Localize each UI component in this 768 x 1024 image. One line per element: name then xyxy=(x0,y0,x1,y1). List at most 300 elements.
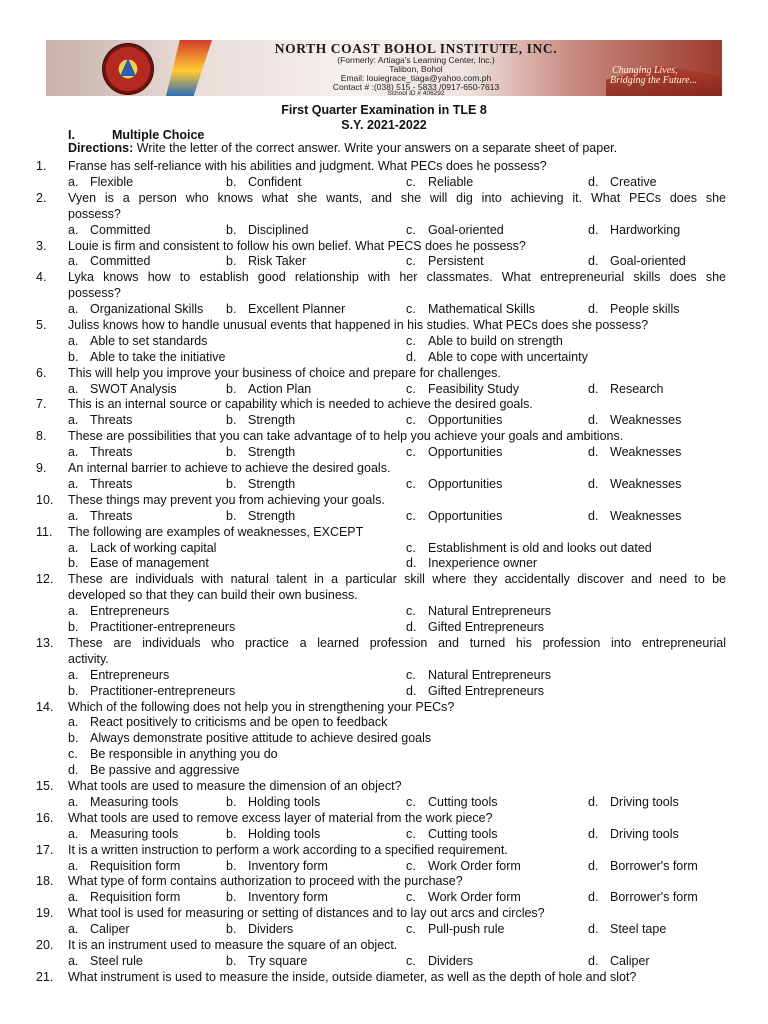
option-letter: b. xyxy=(226,254,237,269)
option-letter: b. xyxy=(68,731,79,746)
answer-option xyxy=(226,254,306,270)
answer-option xyxy=(588,827,679,843)
question-item xyxy=(36,700,726,779)
question-item xyxy=(36,270,726,318)
directions-label: Directions: xyxy=(68,141,134,155)
question-number: 14. xyxy=(36,699,54,714)
options-row xyxy=(36,254,726,270)
answer-option xyxy=(406,604,551,620)
option-letter: b. xyxy=(226,381,237,396)
option-text: Be responsible in anything you do xyxy=(90,747,278,762)
question-stem xyxy=(36,366,726,382)
option-text: Holding tools xyxy=(248,794,321,809)
question-stem xyxy=(36,239,726,255)
question-text xyxy=(68,779,726,795)
answer-option xyxy=(68,302,203,318)
answer-option xyxy=(588,890,698,906)
option-text: SWOT Analysis xyxy=(90,381,177,396)
school-formerly: (Formerly: Artiaga's Learning Center, Inc.) xyxy=(337,55,495,65)
question-number: 1. xyxy=(36,159,47,173)
question-text-line: developed so that they can build their own business. xyxy=(68,588,358,603)
question-number: 13. xyxy=(36,635,54,650)
school-seal-icon xyxy=(102,43,154,95)
option-text: React positively to criticisms and be open to feedback xyxy=(90,715,388,730)
option-text: Mathematical Skills xyxy=(428,302,535,317)
answer-option xyxy=(406,382,519,398)
option-text: Inventory form xyxy=(248,890,328,905)
answer-option xyxy=(68,668,169,684)
answer-option xyxy=(68,445,132,461)
question-stem xyxy=(36,318,726,334)
option-letter: c. xyxy=(406,302,416,317)
answer-option xyxy=(406,859,521,875)
directions xyxy=(68,141,617,155)
answer-option xyxy=(68,350,226,366)
option-letter: b. xyxy=(226,858,237,873)
question-stem xyxy=(36,970,726,986)
question-item xyxy=(36,159,726,191)
option-letter: c. xyxy=(406,381,416,396)
option-text: Dividers xyxy=(248,922,294,937)
answer-option xyxy=(68,827,178,843)
question-stem xyxy=(36,700,726,716)
option-letter: d. xyxy=(588,826,599,841)
option-text: Able to take the initiative xyxy=(90,349,226,364)
option-letter: b. xyxy=(226,794,237,809)
question-text-line: These are individuals with natural talent in a particular skill where they accidentally discover and need to be xyxy=(68,572,726,587)
question-item xyxy=(36,636,726,700)
question-text-line: An internal barrier to achieve to achieve the desired goals. xyxy=(68,461,391,476)
option-letter: a. xyxy=(68,953,79,968)
question-text-line: This is an internal source or capability which is needed to achieve the desired goals. xyxy=(68,397,533,412)
question-text xyxy=(68,270,726,302)
answer-option xyxy=(68,684,235,700)
option-letter: c. xyxy=(406,476,416,491)
options-row xyxy=(36,223,726,239)
answer-option xyxy=(406,890,521,906)
option-letter: b. xyxy=(226,476,237,491)
options-row xyxy=(36,477,726,493)
section-number: I. xyxy=(68,128,75,142)
option-text: Weaknesses xyxy=(610,445,682,460)
question-text-line: What tool is used for measuring or setting of distances and to lay out arcs and circles? xyxy=(68,906,545,921)
option-letter: d. xyxy=(588,890,599,905)
answer-option xyxy=(226,827,320,843)
option-text: Feasibility Study xyxy=(428,381,520,396)
question-stem xyxy=(36,906,726,922)
options-row xyxy=(36,890,726,906)
option-text: Measuring tools xyxy=(90,794,179,809)
option-text: Work Order form xyxy=(428,890,521,905)
exam-title: First Quarter Examination in TLE 8 xyxy=(281,103,487,117)
option-text: Work Order form xyxy=(428,858,521,873)
question-text-line: Lyka knows how to establish good relationship with her classmates. What entrepreneurial skills does she xyxy=(68,270,726,285)
answer-option xyxy=(588,795,679,811)
answer-option xyxy=(68,382,177,398)
answer-option xyxy=(226,890,328,906)
answer-option xyxy=(226,223,308,239)
answer-option xyxy=(68,509,132,525)
option-text: Borrower's form xyxy=(610,858,698,873)
question-number: 12. xyxy=(36,572,54,587)
answer-option xyxy=(68,954,143,970)
question-text xyxy=(68,970,726,986)
question-text-line: What instrument is used to measure the inside, outside diameter, as well as the depth of hole and slot? xyxy=(68,969,637,984)
answer-option xyxy=(588,223,680,239)
option-text: Practitioner-entrepreneurs xyxy=(90,683,236,698)
options-row xyxy=(36,556,726,572)
question-number: 9. xyxy=(36,461,47,476)
options-row xyxy=(36,795,726,811)
option-letter: c. xyxy=(406,254,416,269)
answer-option xyxy=(588,859,698,875)
answer-option xyxy=(68,556,209,572)
answer-option xyxy=(406,954,473,970)
option-text: Hardworking xyxy=(610,222,681,237)
option-letter: a. xyxy=(68,826,79,841)
option-text: Risk Taker xyxy=(248,254,307,269)
question-item xyxy=(36,906,726,938)
option-letter: b. xyxy=(226,508,237,523)
answer-option xyxy=(406,445,502,461)
option-text: Entrepreneurs xyxy=(90,667,170,682)
question-item xyxy=(36,779,726,811)
option-text: Be passive and aggressive xyxy=(90,763,240,778)
question-stem xyxy=(36,191,726,223)
question-text-line: It is an instrument used to measure the square of an object. xyxy=(68,938,398,952)
question-stem xyxy=(36,811,726,827)
option-text: Threats xyxy=(90,508,133,523)
answer-option xyxy=(68,223,150,239)
option-text: Requisition form xyxy=(90,890,181,905)
question-item xyxy=(36,191,726,239)
option-text: Always demonstrate positive attitude to achieve desired goals xyxy=(90,731,432,746)
answer-option xyxy=(68,604,169,620)
answer-option xyxy=(406,509,502,525)
options-row xyxy=(36,445,726,461)
question-text-line: Louie is firm and consistent to follow his own belief. What PECS does he possess? xyxy=(68,238,526,253)
option-letter: b. xyxy=(226,953,237,968)
answer-option xyxy=(68,731,431,747)
answer-option xyxy=(226,382,311,398)
answer-option xyxy=(68,254,150,270)
question-text-line: Franse has self-reliance with his abilities and judgment. What PECs does he possess? xyxy=(68,159,547,173)
question-number: 7. xyxy=(36,397,47,412)
seal-emblem-icon xyxy=(120,58,136,76)
option-text: Cutting tools xyxy=(428,794,498,809)
option-text: Goal-oriented xyxy=(428,222,504,237)
options-row xyxy=(36,668,726,684)
option-text: Driving tools xyxy=(610,826,679,841)
option-letter: b. xyxy=(226,445,237,460)
option-letter: c. xyxy=(68,747,78,762)
question-item xyxy=(36,811,726,843)
question-item xyxy=(36,429,726,461)
answer-option xyxy=(588,302,679,318)
answer-option xyxy=(406,175,473,191)
answer-option xyxy=(588,477,681,493)
option-letter: d. xyxy=(588,254,599,269)
question-stem xyxy=(36,397,726,413)
option-letter: c. xyxy=(406,890,416,905)
option-text: Lack of working capital xyxy=(90,540,217,555)
answer-option xyxy=(406,413,502,429)
option-letter: d. xyxy=(588,508,599,523)
option-text: Natural Entrepreneurs xyxy=(428,667,551,682)
option-letter: b. xyxy=(226,302,237,317)
question-number: 4. xyxy=(36,270,47,285)
option-letter: a. xyxy=(68,413,79,428)
question-stem xyxy=(36,270,726,302)
question-text-line: What tools are used to remove excess layer of material from the work piece? xyxy=(68,810,493,825)
question-item xyxy=(36,239,726,271)
question-stem xyxy=(36,636,726,668)
question-list xyxy=(36,159,726,986)
option-text: Threats xyxy=(90,413,133,428)
option-letter: b. xyxy=(226,174,237,189)
question-item xyxy=(36,366,726,398)
question-item xyxy=(36,461,726,493)
option-text: Threats xyxy=(90,476,133,491)
letterhead-banner xyxy=(46,40,722,96)
answer-option xyxy=(588,254,686,270)
option-text: Gifted Entrepreneurs xyxy=(428,683,545,698)
answer-option xyxy=(406,223,504,239)
options-row xyxy=(36,827,726,843)
options-row xyxy=(36,541,726,557)
answer-option xyxy=(406,922,504,938)
question-text-line: The following are examples of weaknesses, EXCEPT xyxy=(68,524,364,539)
answer-option xyxy=(68,763,239,779)
option-letter: c. xyxy=(406,508,416,523)
answer-option xyxy=(406,541,652,557)
answer-option xyxy=(588,382,664,398)
question-text xyxy=(68,874,726,890)
school-year: S.Y. 2021-2022 xyxy=(341,118,427,132)
option-letter: a. xyxy=(68,174,79,189)
question-item xyxy=(36,938,726,970)
option-letter: b. xyxy=(68,556,79,571)
answer-option xyxy=(68,715,387,731)
question-text-line: possess? xyxy=(68,206,121,221)
answer-option xyxy=(588,175,657,191)
question-stem xyxy=(36,159,726,175)
option-text: Reliable xyxy=(428,174,474,189)
question-text xyxy=(68,843,726,859)
answer-option xyxy=(226,922,293,938)
question-item xyxy=(36,318,726,366)
school-location: Talibon, Bohol xyxy=(389,64,443,74)
options-row xyxy=(36,684,726,700)
option-letter: c. xyxy=(406,667,416,682)
question-stem xyxy=(36,525,726,541)
options-row xyxy=(36,413,726,429)
option-text: Inventory form xyxy=(248,858,328,873)
answer-option xyxy=(588,445,681,461)
option-letter: a. xyxy=(68,604,79,619)
options-row xyxy=(36,859,726,875)
option-letter: c. xyxy=(406,333,416,348)
question-item xyxy=(36,874,726,906)
option-letter: d. xyxy=(68,763,79,778)
question-item xyxy=(36,572,726,636)
tagline-line-2: Bridging the Future... xyxy=(610,75,698,86)
option-letter: c. xyxy=(406,222,416,237)
question-text-line: Juliss knows how to handle unusual events that happened in his studies. What PECs does she possess? xyxy=(68,318,649,332)
question-number: 10. xyxy=(36,492,54,507)
option-text: Caliper xyxy=(90,922,130,937)
school-id: School ID # 406292 xyxy=(387,90,445,96)
answer-option xyxy=(406,684,544,700)
directions-text: Write the letter of the correct answer. Write your answers on a separate sheet of paper. xyxy=(133,141,618,155)
option-text: Committed xyxy=(90,254,151,269)
question-text xyxy=(68,636,726,668)
option-text: Opportunities xyxy=(428,413,503,428)
option-letter: a. xyxy=(68,794,79,809)
question-item xyxy=(36,493,726,525)
section-title: Multiple Choice xyxy=(112,128,205,142)
question-number: 2. xyxy=(36,190,47,205)
question-text xyxy=(68,493,726,509)
question-number: 8. xyxy=(36,429,47,444)
option-letter: d. xyxy=(588,413,599,428)
answer-option xyxy=(406,302,535,318)
question-stem xyxy=(36,493,726,509)
question-number: 5. xyxy=(36,318,47,332)
question-item xyxy=(36,843,726,875)
options-row xyxy=(36,175,726,191)
option-letter: d. xyxy=(406,683,417,698)
option-text: Strength xyxy=(248,508,296,523)
option-letter: a. xyxy=(68,381,79,396)
question-number: 16. xyxy=(36,810,54,825)
options-row xyxy=(36,350,726,366)
option-letter: a. xyxy=(68,445,79,460)
question-text xyxy=(68,461,726,477)
option-letter: b. xyxy=(226,922,237,937)
option-letter: b. xyxy=(68,620,79,635)
option-text: Disciplined xyxy=(248,222,309,237)
answer-option xyxy=(406,620,544,636)
answer-option xyxy=(226,175,302,191)
option-text: Able to build on strength xyxy=(428,333,563,348)
question-text-line: It is a written instruction to perform a work according to a specified requirement. xyxy=(68,842,508,857)
option-letter: b. xyxy=(226,413,237,428)
option-letter: d. xyxy=(588,381,599,396)
answer-option xyxy=(226,445,295,461)
option-text: Opportunities xyxy=(428,508,503,523)
question-number: 6. xyxy=(36,365,47,380)
options-row xyxy=(36,715,726,731)
options-row xyxy=(36,954,726,970)
section-heading xyxy=(68,128,204,142)
question-number: 21. xyxy=(36,969,54,984)
option-text: Holding tools xyxy=(248,826,321,841)
answer-option xyxy=(226,477,295,493)
option-text: Creative xyxy=(610,174,657,189)
option-letter: d. xyxy=(588,174,599,189)
answer-option xyxy=(406,668,551,684)
options-row xyxy=(36,334,726,350)
answer-option xyxy=(588,413,681,429)
option-text: Establishment is old and looks out dated xyxy=(428,540,652,555)
option-text: Caliper xyxy=(610,953,650,968)
option-letter: b. xyxy=(226,826,237,841)
option-letter: d. xyxy=(588,302,599,317)
option-letter: d. xyxy=(588,794,599,809)
question-text xyxy=(68,191,726,223)
option-letter: d. xyxy=(406,556,417,571)
option-text: Threats xyxy=(90,445,133,460)
option-text: People skills xyxy=(610,302,680,317)
option-letter: d. xyxy=(588,445,599,460)
question-text xyxy=(68,429,726,445)
question-number: 20. xyxy=(36,938,54,952)
option-text: Opportunities xyxy=(428,445,503,460)
answer-option xyxy=(406,795,497,811)
options-row xyxy=(36,620,726,636)
answer-option xyxy=(68,620,235,636)
answer-option xyxy=(68,859,180,875)
option-letter: a. xyxy=(68,890,79,905)
option-text: Practitioner-entrepreneurs xyxy=(90,620,236,635)
option-letter: d. xyxy=(588,922,599,937)
option-text: Able to cope with uncertainty xyxy=(428,349,588,364)
options-row xyxy=(36,604,726,620)
answer-option xyxy=(406,334,563,350)
question-text xyxy=(68,239,726,255)
option-text: Borrower's form xyxy=(610,890,698,905)
question-text xyxy=(68,572,726,604)
option-text: Able to set standards xyxy=(90,333,208,348)
question-text xyxy=(68,700,726,716)
answer-option xyxy=(588,922,666,938)
answer-option xyxy=(406,350,588,366)
option-letter: d. xyxy=(406,349,417,364)
answer-option xyxy=(226,302,345,318)
option-text: Goal-oriented xyxy=(610,254,686,269)
school-email: Email: louiegrace_tiaga@yahoo.com.ph xyxy=(340,73,492,83)
answer-option xyxy=(68,747,278,763)
answer-option xyxy=(226,795,320,811)
answer-option xyxy=(226,954,307,970)
answer-option xyxy=(68,922,130,938)
option-text: Dividers xyxy=(428,953,474,968)
option-text: Steel tape xyxy=(610,922,667,937)
option-text: Ease of management xyxy=(90,556,209,571)
question-stem xyxy=(36,843,726,859)
option-text: Confident xyxy=(248,174,302,189)
question-text xyxy=(68,318,726,334)
option-text: Opportunities xyxy=(428,476,503,491)
option-letter: c. xyxy=(406,794,416,809)
option-text: Requisition form xyxy=(90,858,181,873)
school-name: NORTH COAST BOHOL INSTITUTE, INC. xyxy=(274,41,558,56)
option-text: Weaknesses xyxy=(610,508,682,523)
option-letter: b. xyxy=(68,349,79,364)
question-text-line: What type of form contains authorization to proceed with the purchase? xyxy=(68,874,463,889)
answer-option xyxy=(406,556,537,572)
option-letter: c. xyxy=(406,858,416,873)
options-row xyxy=(36,922,726,938)
question-text xyxy=(68,397,726,413)
answer-option xyxy=(68,175,133,191)
question-number: 18. xyxy=(36,874,54,889)
option-text: Strength xyxy=(248,445,296,460)
option-text: Flexible xyxy=(90,174,134,189)
option-letter: c. xyxy=(406,826,416,841)
options-row xyxy=(36,382,726,398)
